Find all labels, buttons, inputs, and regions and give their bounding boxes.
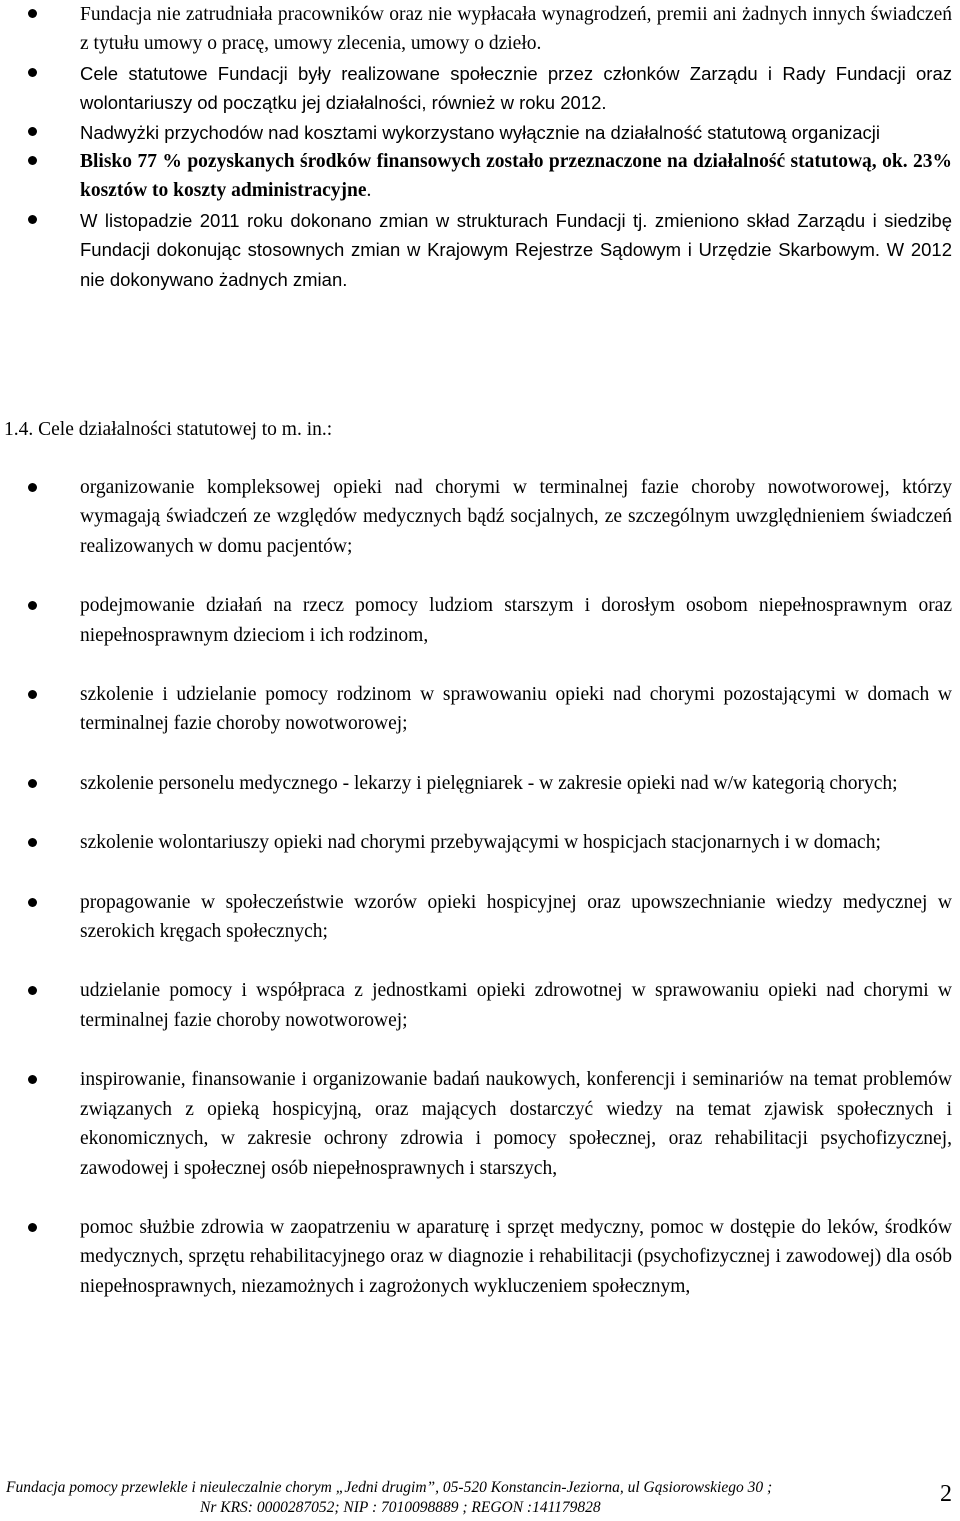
list-item [0,591,956,650]
list-item [0,206,956,294]
list-item [0,1213,956,1301]
list-item-text: szkolenie i udzielanie pomocy rodzinom w sprawowaniu opieki nad chorymi pozostającymi w domach w terminalnej fazie choroby nowotworowej; [80,684,952,735]
list-item [0,828,956,857]
section-title: 1.4. Cele działalności statutowej to m. in.: [4,419,333,440]
list-item [0,976,956,1035]
list-item-text: szkolenie wolontariuszy opieki nad chorymi przebywającymi w hospicjach stacjonarnych i w domach; [80,832,881,854]
list-item [0,680,956,739]
intro-list [0,0,956,294]
list-item [0,473,956,561]
bullet-icon [28,215,37,224]
list-item-text: organizowanie kompleksowej opieki nad chorymi w terminalnej fazie choroby nowotworowej, którzy wymagają świadczeń ze względów medycznych bądź socjalnych, ze szczególnym uwzględnieniem świadczeń realizowanych w domu pacjentów; [80,477,952,557]
page-footer [0,1475,960,1521]
bullet-icon [28,9,37,18]
list-item [0,59,956,118]
list-item-text: inspirowanie, finansowanie i organizowanie badań naukowych, konferencji i seminariów na temat problemów związanych z opieką hospicyjną, oraz mających dostarczyć wiedzy na temat zjawisk społecznych i ekonomicznych, w zakresie ochrony zdrowia i pomocy społecznej, oraz rehabilitacji psychofizycznej, zawodowej i społecznej osób niepełnosprawnych i starszych, [80,1069,952,1179]
bullet-icon [28,127,37,136]
list-item-text: udzielanie pomocy i współpraca z jednostkami opieki zdrowotnej w sprawowaniu opieki nad chorymi w terminalnej fazie choroby nowotworowej; [80,980,952,1031]
list-item-text: pomoc służbie zdrowia w zaopatrzeniu w aparaturę i sprzęt medyczny, pomoc w dostępie do leków, środków medycznych, sprzętu rehabilitacyjnego oraz w diagnozie i rehabilitacji (psychofizycznej i zawodowej) dla osób niepełnosprawnych, niezamożnych i zagrożonych wykluczeniem społecznym, [80,1216,952,1297]
bullet-icon [28,601,37,610]
footer-registration: Nr KRS: 0000287052; NIP : 7010098889 ; REGON :141179828 [200,1499,601,1516]
list-item-text: Cele statutowe Fundacji były realizowane społecznie przez członków Zarządu i Rady Fundacji oraz wolontariuszy od początku jej działalności, również w roku 2012. [80,62,952,114]
bullet-icon [28,838,37,847]
list-item-text: Blisko 77 % pozyskanych środków finansowych zostało przeznaczone na działalność statutową, ok. 23% kosztów to koszty administracyjne [80,151,952,202]
list-item-text: Nadwyżki przychodów nad kosztami wykorzystano wyłącznie na działalność statutową organizacji [80,121,880,143]
bullet-icon [28,898,37,907]
list-item [0,0,956,59]
bullet-icon [28,68,37,77]
page-number: 2 [940,1481,952,1507]
list-item-text: propagowanie w społeczeństwie wzorów opieki hospicyjnej oraz upowszechnianie wiedzy medycznej w szerokich kręgach społecznych; [80,891,952,943]
bullet-icon [28,690,37,699]
list-item [0,769,956,798]
bullet-icon [28,986,37,995]
list-item-trailing: . [366,180,372,202]
list-item-text: W listopadzie 2011 roku dokonano zmian w strukturach Fundacji tj. zmieniono skład Zarządu i siedzibę Fundacji dokonując stosownych zmian w Krajowym Rejestrze Sądowym i Urzędzie Skarbowym. W 2012 nie dokonywano żadnych zmian. [80,209,952,290]
list-item-text: szkolenie personelu medycznego - lekarzy i pielęgniarek - w zakresie opieki nad w/w kategorią chorych; [80,772,898,794]
list-item [0,118,956,147]
goals-list [0,473,956,1331]
bullet-icon [28,483,37,492]
list-item [0,147,956,206]
footer-address: Fundacja pomocy przewlekle i nieuleczalnie chorym „Jedni drugim”, 05-520 Konstancin-Jeziorna, ul Gąsiorowskiego 30 ; [6,1479,773,1496]
bullet-icon [28,779,37,788]
list-item-text: podejmowanie działań na rzecz pomocy ludziom starszym i dorosłym osobom niepełnosprawnym oraz niepełnosprawnym dzieciom i ich rodzinom, [80,595,952,646]
list-item [0,1065,956,1183]
bullet-icon [28,1223,37,1232]
list-item [0,888,956,947]
list-item-text: Fundacja nie zatrudniała pracowników oraz nie wypłacała wynagrodzeń, premii ani żadnych innych świadczeń z tytułu umowy o pracę, umowy zlecenia, umowy o dzieło. [80,4,952,55]
bullet-icon [28,156,37,165]
bullet-icon [28,1075,37,1084]
